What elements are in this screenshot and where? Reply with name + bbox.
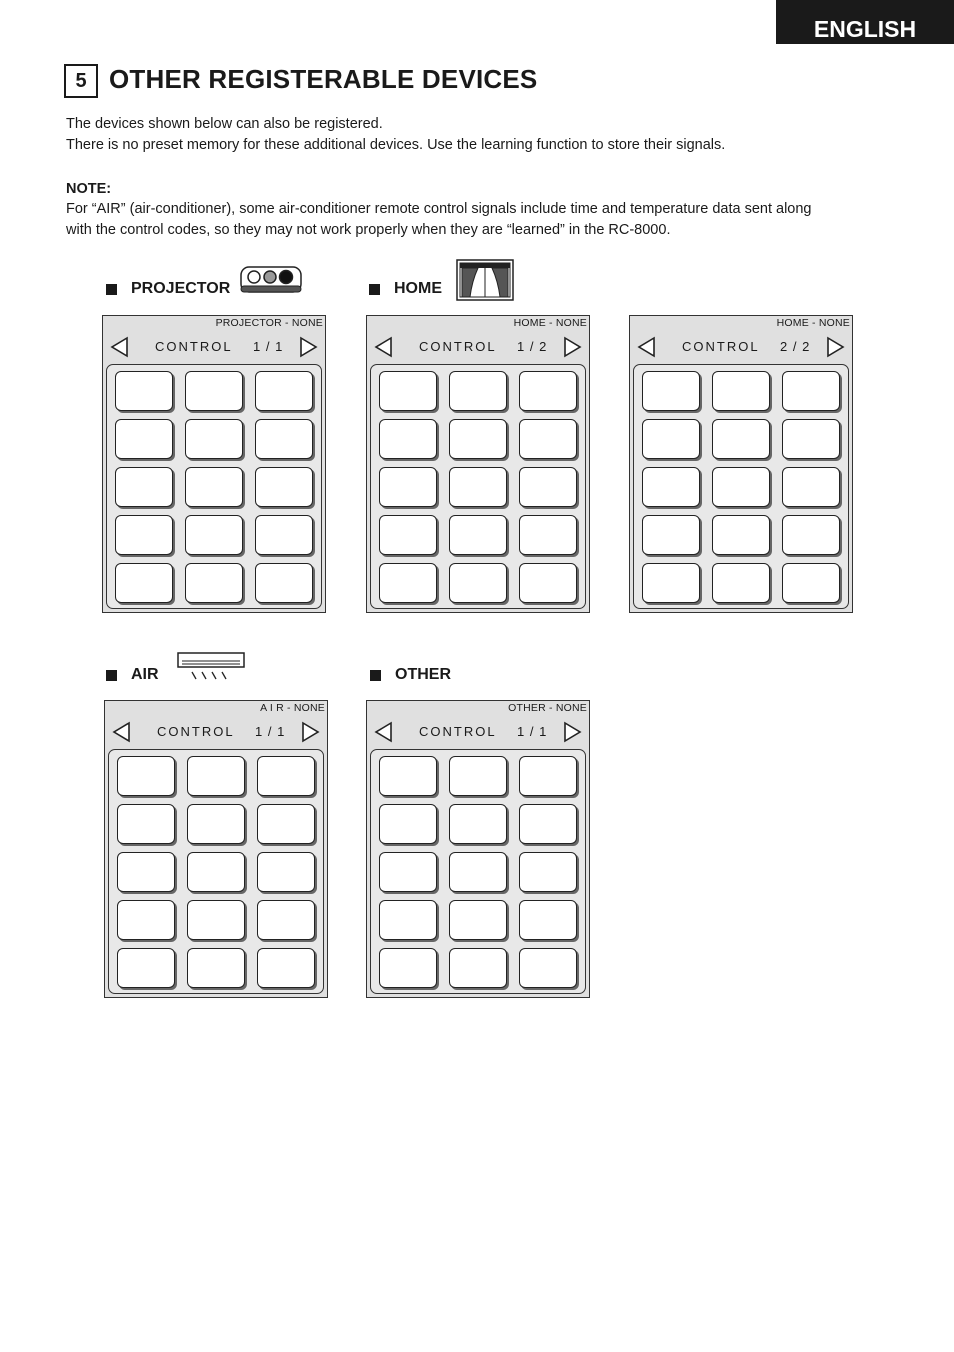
device-label-other: [370, 666, 451, 684]
learn-key-button[interactable]: [519, 419, 577, 459]
learn-key-button[interactable]: [185, 467, 243, 507]
learn-key-button[interactable]: [449, 371, 507, 411]
learn-key-button[interactable]: [117, 900, 175, 940]
projector-icon: [239, 265, 303, 297]
panel-nav: [103, 334, 325, 360]
learn-key-button[interactable]: [449, 467, 507, 507]
learn-key-button[interactable]: [379, 419, 437, 459]
language-label: ENGLISH: [813, 16, 917, 42]
panel-device-label: HOME - NONE: [513, 317, 587, 329]
panel-projector: [102, 315, 326, 613]
device-label-text: HOME: [394, 280, 442, 297]
panel-device-label: A I R - NONE: [260, 702, 325, 714]
learn-key-button[interactable]: [782, 563, 840, 603]
learn-key-button[interactable]: [115, 467, 173, 507]
panel-nav: [367, 334, 589, 360]
learn-key-button[interactable]: [642, 467, 700, 507]
learn-key-button[interactable]: [379, 467, 437, 507]
learn-key-button[interactable]: [257, 900, 315, 940]
learn-key-button[interactable]: [449, 756, 507, 796]
learn-key-button[interactable]: [379, 515, 437, 555]
learn-key-button[interactable]: [379, 852, 437, 892]
bullet-square: [369, 284, 380, 295]
learn-key-button[interactable]: [255, 467, 313, 507]
learn-key-button[interactable]: [379, 371, 437, 411]
panel-home-page-1: [366, 315, 590, 613]
learn-key-button[interactable]: [782, 515, 840, 555]
learn-key-button[interactable]: [185, 371, 243, 411]
intro-text: [66, 114, 725, 155]
learn-key-button[interactable]: [712, 467, 770, 507]
learn-key-button[interactable]: [255, 563, 313, 603]
page-indicator: 1 / 1: [517, 724, 548, 739]
device-label-text: AIR: [131, 666, 159, 683]
learn-key-button[interactable]: [449, 563, 507, 603]
panel-nav: [630, 334, 852, 360]
bullet-square: [106, 284, 117, 295]
learn-key-button[interactable]: [255, 515, 313, 555]
device-label-home: [369, 280, 442, 298]
prev-page-arrow-icon[interactable]: [636, 336, 658, 358]
learn-key-button[interactable]: [117, 804, 175, 844]
note-text: [66, 199, 896, 240]
page-indicator: 1 / 2: [517, 339, 548, 354]
learn-key-button[interactable]: [782, 419, 840, 459]
device-label-text: PROJECTOR: [131, 280, 231, 297]
learn-key-button[interactable]: [449, 948, 507, 988]
prev-page-arrow-icon[interactable]: [111, 721, 133, 743]
learn-key-button[interactable]: [257, 948, 315, 988]
learn-key-button[interactable]: [519, 804, 577, 844]
learn-key-button[interactable]: [712, 563, 770, 603]
panel-device-label: OTHER - NONE: [508, 702, 587, 714]
learn-key-button[interactable]: [449, 419, 507, 459]
learn-key-button[interactable]: [257, 804, 315, 844]
learn-key-button[interactable]: [115, 371, 173, 411]
next-page-arrow-icon[interactable]: [824, 336, 846, 358]
learn-key-button[interactable]: [712, 419, 770, 459]
device-label-text: OTHER: [395, 666, 451, 683]
learn-key-button[interactable]: [449, 900, 507, 940]
learn-key-button[interactable]: [519, 467, 577, 507]
learn-key-button[interactable]: [187, 852, 245, 892]
learn-key-button[interactable]: [379, 900, 437, 940]
intro-line: There is no preset memory for these additional devices. Use the learning function to store their signals.: [66, 136, 726, 153]
next-page-arrow-icon[interactable]: [299, 721, 321, 743]
learn-key-button[interactable]: [255, 419, 313, 459]
learn-key-button[interactable]: [115, 563, 173, 603]
control-label: CONTROL: [419, 339, 497, 354]
learn-key-button[interactable]: [187, 756, 245, 796]
button-grid: [370, 364, 586, 609]
intro-line: The devices shown below can also be registered.: [66, 116, 383, 132]
panel-nav: [105, 719, 327, 745]
panel-device-label: HOME - NONE: [776, 317, 850, 329]
learn-key-button[interactable]: [519, 948, 577, 988]
learn-key-button[interactable]: [187, 804, 245, 844]
page-indicator: 1 / 1: [255, 724, 286, 739]
learn-key-button[interactable]: [712, 371, 770, 411]
section-number: 5: [64, 64, 98, 98]
button-grid: [106, 364, 322, 609]
next-page-arrow-icon[interactable]: [561, 336, 583, 358]
learn-key-button[interactable]: [117, 852, 175, 892]
learn-key-button[interactable]: [519, 852, 577, 892]
panel-nav: [367, 719, 589, 745]
page-indicator: 1 / 1: [253, 339, 284, 354]
control-label: CONTROL: [682, 339, 760, 354]
curtain-icon: [456, 259, 514, 301]
learn-key-button[interactable]: [257, 852, 315, 892]
button-grid: [108, 749, 324, 994]
learn-key-button[interactable]: [782, 467, 840, 507]
next-page-arrow-icon[interactable]: [561, 721, 583, 743]
learn-key-button[interactable]: [519, 371, 577, 411]
prev-page-arrow-icon[interactable]: [109, 336, 131, 358]
note-heading: NOTE:: [66, 181, 112, 197]
control-label: CONTROL: [419, 724, 497, 739]
learn-key-button[interactable]: [187, 900, 245, 940]
control-label: CONTROL: [157, 724, 235, 739]
learn-key-button[interactable]: [449, 804, 507, 844]
learn-key-button[interactable]: [519, 515, 577, 555]
learn-key-button[interactable]: [115, 419, 173, 459]
learn-key-button[interactable]: [185, 419, 243, 459]
learn-key-button[interactable]: [185, 563, 243, 603]
learn-key-button[interactable]: [187, 948, 245, 988]
bullet-square: [370, 670, 381, 681]
language-tab: [776, 0, 954, 44]
learn-key-button[interactable]: [519, 756, 577, 796]
learn-key-button[interactable]: [449, 852, 507, 892]
device-label-air: [106, 666, 159, 684]
prev-page-arrow-icon[interactable]: [373, 721, 395, 743]
learn-key-button[interactable]: [519, 563, 577, 603]
panel-device-label: PROJECTOR - NONE: [215, 317, 323, 329]
learn-key-button[interactable]: [185, 515, 243, 555]
learn-key-button[interactable]: [379, 804, 437, 844]
air-conditioner-icon: [176, 652, 246, 684]
learn-key-button[interactable]: [379, 756, 437, 796]
prev-page-arrow-icon[interactable]: [373, 336, 395, 358]
page-title: OTHER REGISTERABLE DEVICES: [109, 64, 538, 94]
learn-key-button[interactable]: [642, 515, 700, 555]
next-page-arrow-icon[interactable]: [297, 336, 319, 358]
learn-key-button[interactable]: [519, 900, 577, 940]
device-label-projector: [106, 280, 230, 298]
learn-key-button[interactable]: [782, 371, 840, 411]
panel-air: [104, 700, 328, 998]
learn-key-button[interactable]: [642, 419, 700, 459]
learn-key-button[interactable]: [642, 371, 700, 411]
learn-key-button[interactable]: [117, 756, 175, 796]
learn-key-button[interactable]: [712, 515, 770, 555]
page-indicator: 2 / 2: [780, 339, 811, 354]
bullet-square: [106, 670, 117, 681]
learn-key-button[interactable]: [115, 515, 173, 555]
note-line: For “AIR” (air-conditioner), some air-conditioner remote control signals include time and temperature data sent along: [66, 201, 812, 217]
button-grid: [633, 364, 849, 609]
learn-key-button[interactable]: [117, 948, 175, 988]
learn-key-button[interactable]: [449, 515, 507, 555]
control-label: CONTROL: [155, 339, 233, 354]
button-grid: [370, 749, 586, 994]
learn-key-button[interactable]: [255, 371, 313, 411]
panel-other: [366, 700, 590, 998]
learn-key-button[interactable]: [379, 948, 437, 988]
learn-key-button[interactable]: [379, 563, 437, 603]
panel-home-page-2: [629, 315, 853, 613]
learn-key-button[interactable]: [257, 756, 315, 796]
learn-key-button[interactable]: [642, 563, 700, 603]
note-line: with the control codes, so they may not work properly when they are “learned” in the RC-8000.: [66, 221, 671, 238]
